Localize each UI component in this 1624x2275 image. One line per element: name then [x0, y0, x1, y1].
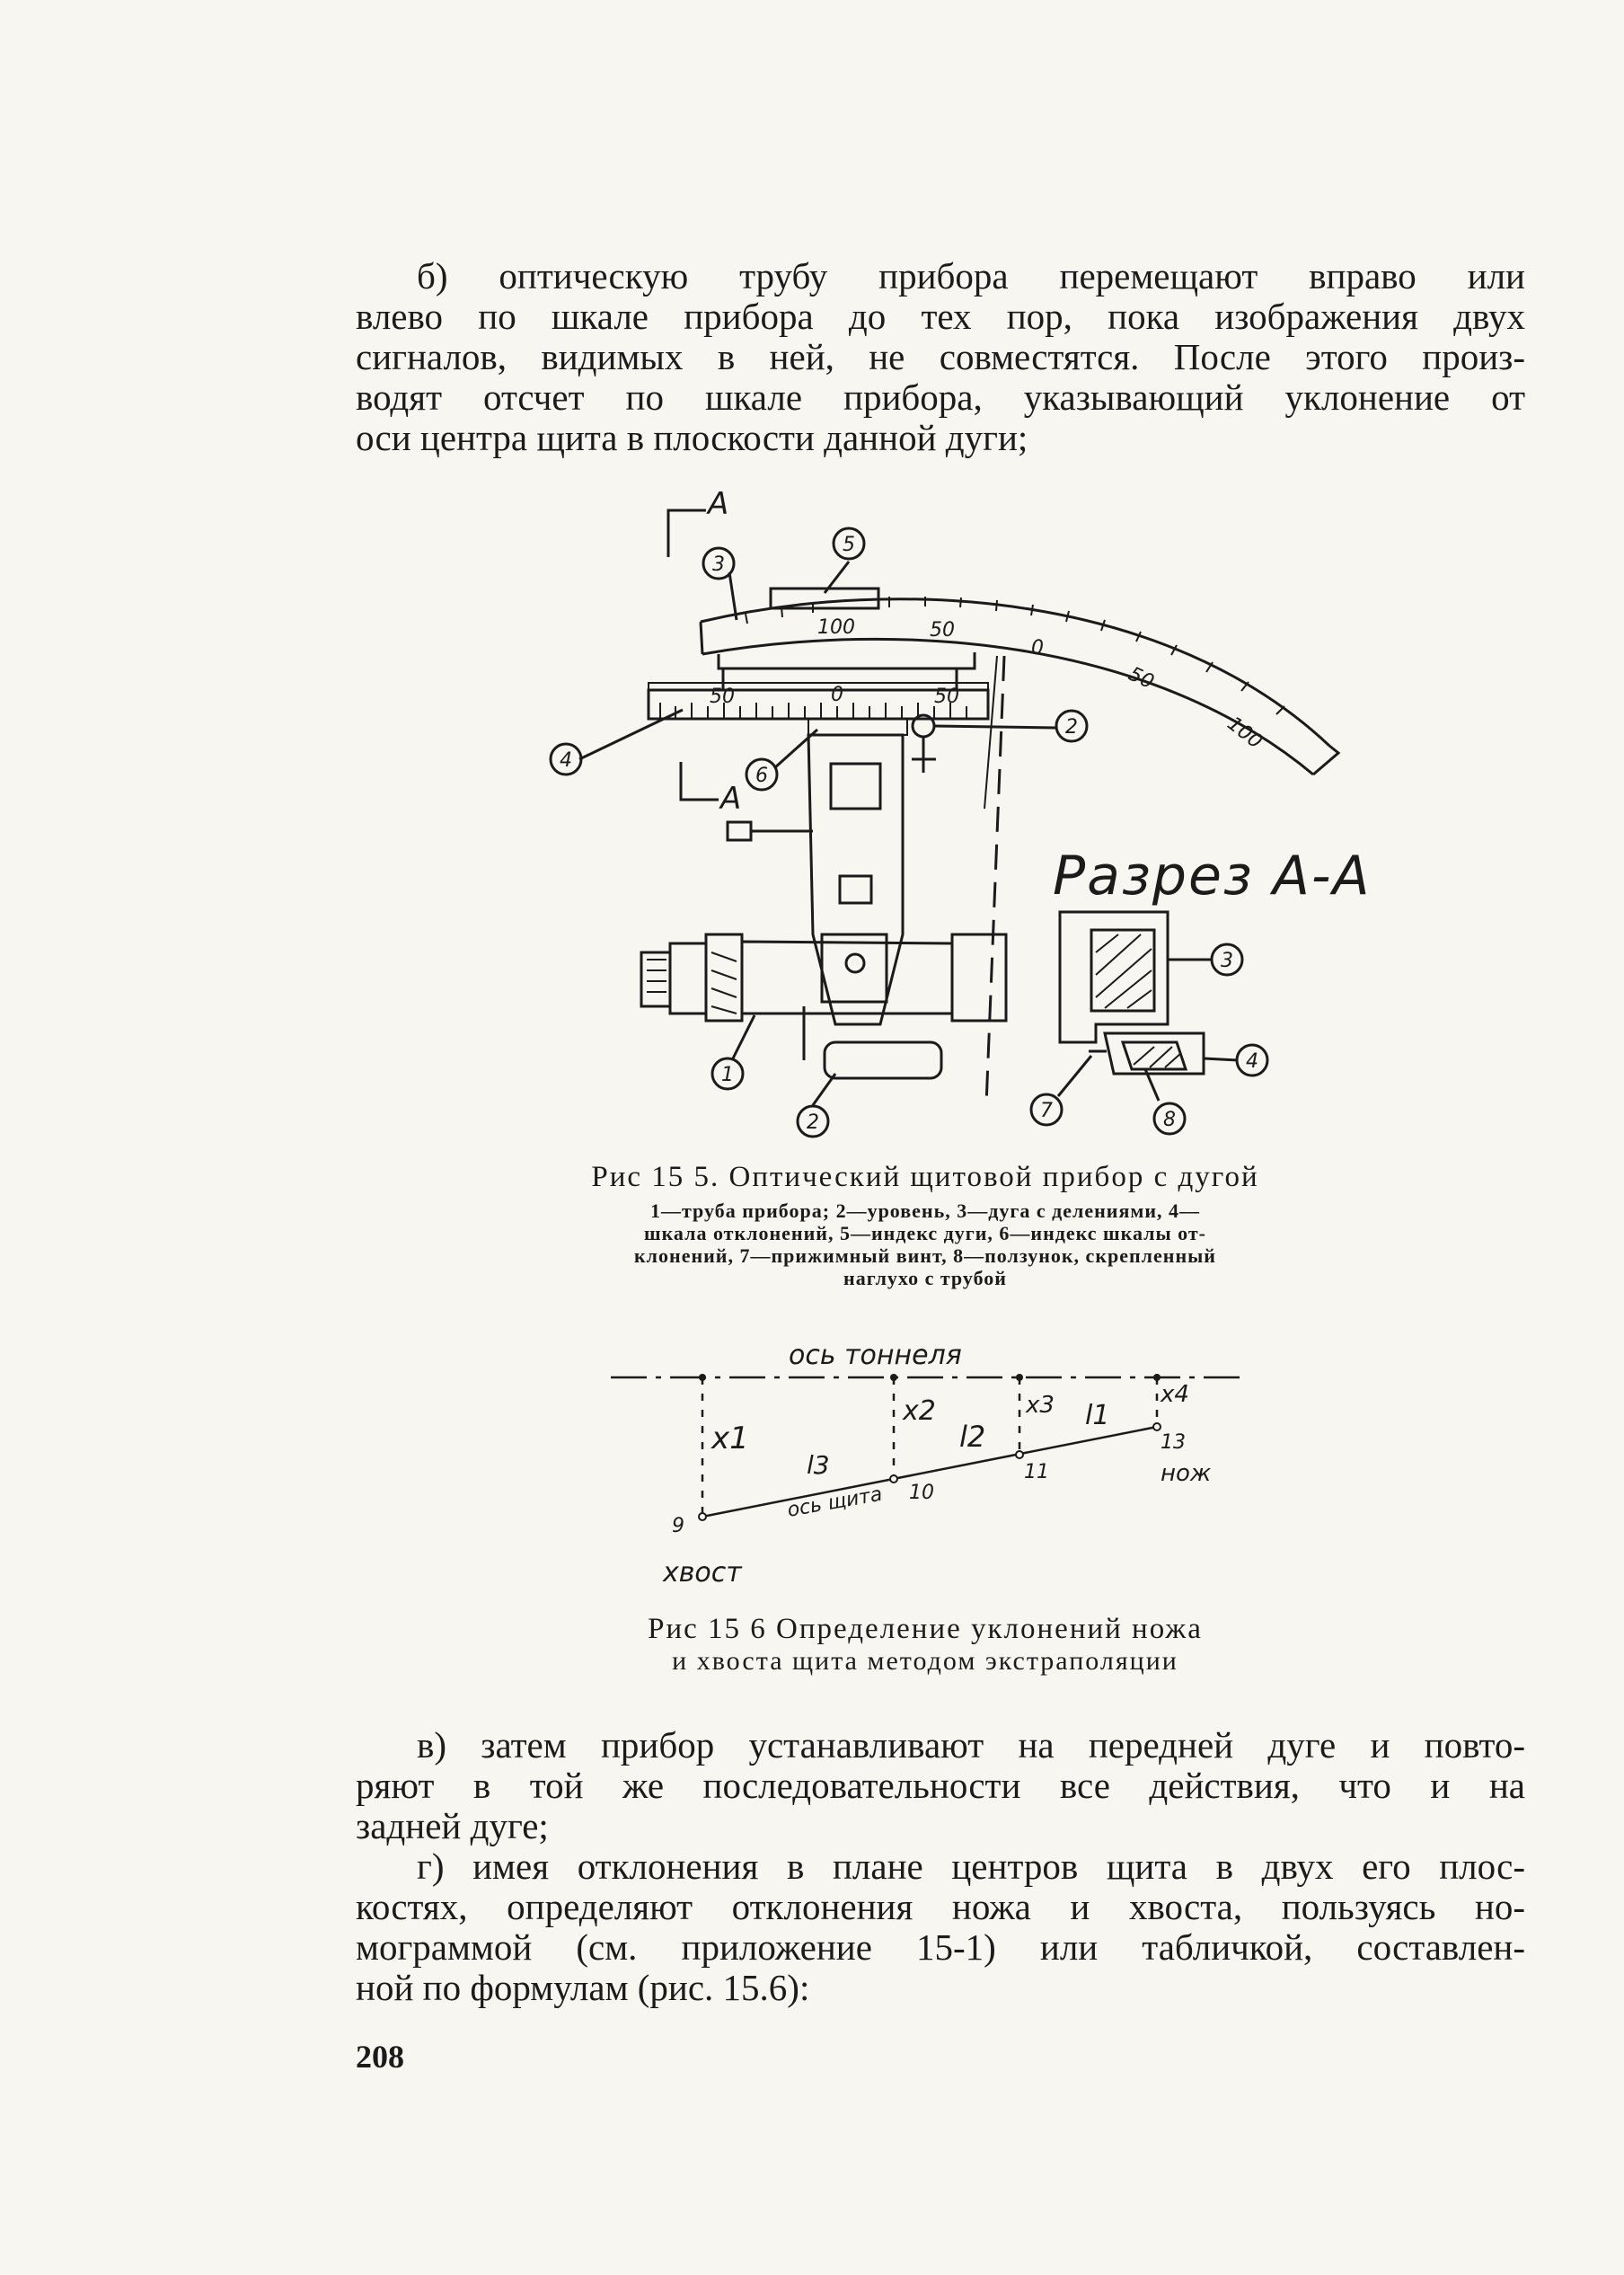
section-title: Разрез А-А	[1053, 845, 1372, 907]
x4-label: x4	[1161, 1381, 1189, 1408]
point-13-label: 13	[1161, 1431, 1186, 1454]
caption-legend-line: шкала отклонений, 5—индекс дуги, 6—индекс шкалы от-	[644, 1222, 1206, 1244]
paragraph-line: оси центра щита в плоскости данной дуги;	[356, 417, 1028, 458]
paragraph-line: водят отсчет по шкале прибора, указывающий уклонение от	[356, 376, 1525, 418]
callout-4: 4	[560, 749, 572, 772]
l3-label: l3	[807, 1450, 830, 1480]
callout-4: 4	[1246, 1050, 1258, 1073]
arc-scale-label: 100	[817, 616, 855, 639]
point-10-label: 10	[909, 1482, 934, 1504]
section-mark-label: А	[708, 486, 729, 522]
l1-label: l1	[1085, 1400, 1110, 1431]
figure-15-6-caption	[557, 1613, 1293, 1677]
shield-axis-label: ось щита	[785, 1483, 885, 1522]
callout-8: 8	[1163, 1109, 1176, 1131]
paragraph-line: сигналов, видимых в ней, не совместятся. После этого произ-	[356, 336, 1525, 377]
arc-scale-label: 100	[1222, 713, 1267, 754]
arc-scale-label: 0	[1031, 637, 1044, 659]
callout-3: 3	[712, 553, 725, 576]
paragraph-g	[356, 1846, 1525, 2008]
point-11-label: 11	[1024, 1461, 1049, 1483]
caption-legend-line: 1—труба прибора; 2—уровень, 3—дуга с делениями, 4—	[649, 1199, 1201, 1222]
paragraph-line: б) оптическую трубу прибора перемещают вправо или	[417, 255, 1525, 297]
paragraph-line: влево по шкале прибора до тех пор, пока изображения двух	[356, 296, 1525, 337]
caption-legend-line: клонений, 7—прижимный винт, 8—ползунок, скрепленный	[634, 1244, 1216, 1267]
callout-6: 6	[755, 765, 768, 787]
callout-2: 2	[807, 1111, 819, 1134]
caption-title: и хвоста щита методом экстраполяции	[672, 1646, 1178, 1676]
x1-label: x1	[711, 1421, 749, 1456]
point-9-label: 9	[672, 1515, 684, 1537]
callout-2: 2	[1065, 716, 1078, 739]
callout-7: 7	[1040, 1100, 1053, 1122]
paragraph-v	[356, 1725, 1525, 1846]
callout-5: 5	[843, 534, 855, 556]
paragraph-line: в) затем прибор устанавливают на передней дуге и повто-	[417, 1724, 1525, 1766]
deviation-scale-label: 50	[710, 686, 735, 708]
caption-legend-line: наглухо с трубой	[843, 1267, 1007, 1289]
paragraph-line: ряют в той же последовательности все действия, что и на	[356, 1765, 1525, 1806]
deviation-scale-label: 50	[934, 686, 959, 708]
tail-label: хвост	[663, 1557, 742, 1589]
paragraph-line: задней дуге;	[356, 1805, 549, 1846]
paragraph-line: ной по формулам (рис. 15.6):	[356, 1967, 810, 2008]
arc-scale-label: 50	[1125, 662, 1158, 695]
section-mark-label: А	[720, 781, 742, 817]
deviation-scale-label: 0	[831, 684, 843, 706]
page-number: 208	[356, 2039, 404, 2075]
paragraph-line: костях, определяют отклонения ножа и хвоста, пользуясь но-	[356, 1886, 1525, 1927]
caption-title: Рис 15 6 Определение уклонений ножа	[648, 1613, 1203, 1645]
x3-label: x3	[1026, 1392, 1055, 1419]
knife-label: нож	[1161, 1460, 1212, 1487]
callout-1: 1	[721, 1064, 734, 1086]
callout-3: 3	[1221, 950, 1233, 972]
tunnel-axis-label: ось тоннеля	[789, 1340, 962, 1371]
caption-title: Рис 15 5. Оптический щитовой прибор с дугой	[591, 1161, 1259, 1193]
paragraph-line: г) имея отклонения в плане центров щита в двух его плос-	[417, 1846, 1525, 1887]
l2-label: l2	[959, 1420, 986, 1454]
paragraph-line: мограммой (см. приложение 15-1) или табличкой, составлен-	[356, 1926, 1525, 1968]
arc-scale-label: 50	[930, 619, 955, 642]
x2-label: x2	[903, 1395, 936, 1427]
